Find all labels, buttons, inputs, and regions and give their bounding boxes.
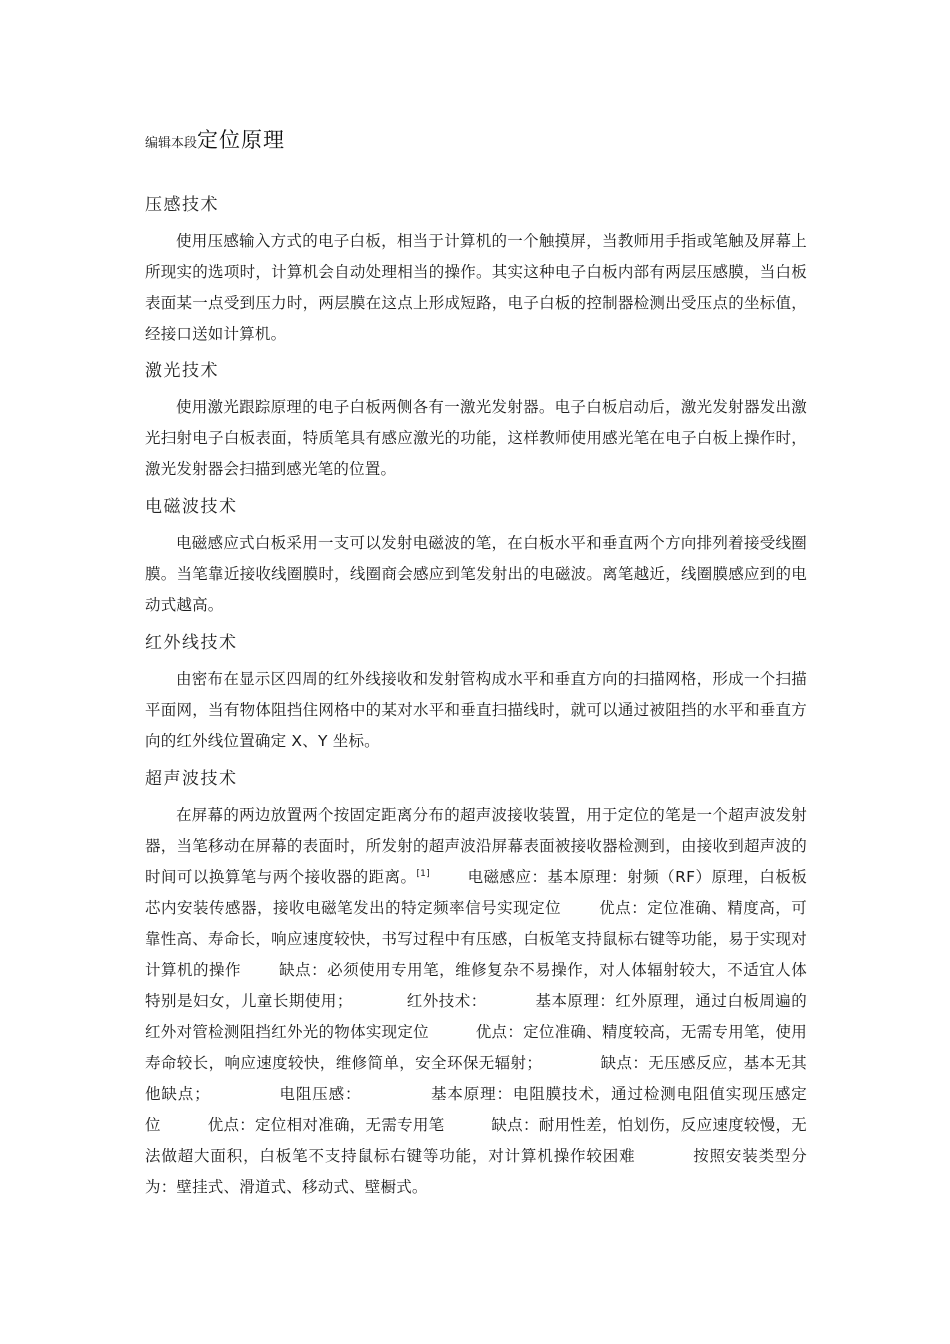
heading-ultrasonic: 超声波技术 xyxy=(145,769,238,789)
paragraph-laser: 使用激光跟踪原理的电子白板两侧各有一激光发射器。电子白板启动后，激光发射器发出激光扫射电子白板表面，特质笔具有感应激光的功能，这样教师使用感光笔在电子白板上操作时，激光发射器会扫描到感光笔的位置。 xyxy=(145,398,807,478)
heading-laser: 激光技术 xyxy=(145,361,219,381)
heading-electromagnetic: 电磁波技术 xyxy=(145,497,238,517)
section-title-line xyxy=(145,124,285,154)
page-title: 定位原理 xyxy=(197,128,286,152)
citation-link[interactable]: [1] xyxy=(416,868,430,879)
ultrasonic-text: 在屏幕的两边放置两个按固定距离分布的超声波接收装置，用于定位的笔是一个超声波发射器，当笔移动在屏幕的表面时，所发射的超声波沿屏幕表面被接收器检测到，由接收到超声波的时间可以换算笔与两个接收器的距离。 xyxy=(145,806,807,886)
heading-infrared: 红外线技术 xyxy=(145,633,238,653)
paragraph-electromagnetic: 电磁感应式白板采用一支可以发射电磁波的笔，在白板水平和垂直两个方向排列着接受线圈膜。当笔靠近接收线圈膜时，线圈商会感应到笔发射出的电磁波。离笔越近，线圈膜感应到的电动式越高。 xyxy=(145,534,807,614)
paragraph-ultrasonic xyxy=(145,800,807,1203)
paragraph-pressure-sensing: 使用压感输入方式的电子白板，相当于计算机的一个触摸屏，当教师用手指或笔触及屏幕上所现实的选项时，计算机会自动处理相当的操作。其实这种电子白板内部有两层压感膜，当白板表面某一点受到压力时，两层膜在这点上形成短路，电子白板的控制器检测出受压点的坐标值，经接口送如计算机。 xyxy=(145,232,807,343)
heading-pressure-sensing: 压感技术 xyxy=(145,195,219,215)
ultrasonic-continued-text: 电磁感应：基本原理：射频（RF）原理，白板板芯内安装传感器，接收电磁笔发出的特定频率信号实现定位 优点：定位准确、精度高，可靠性高、寿命长，响应速度较快，书写过程中有压感，白板笔支持鼠标右键等功能，易于实现对计算机的操作 缺点：必须使用专用笔，维修复杂不易操作，对人体辐射较大，不适宜人体特别是妇女，儿童长期使用； 红外技术： 基本原理：红外原理，通过白板周遍的红外对管检测阻挡红外光的物体实现定位 优点：定位准确、精度较高，无需专用笔，使用寿命较长，响应速度较快，维修简单，安全环保无辐射； 缺点：无压感反应，基本无其他缺点； 电阻压感： 基本原理：电阻膜技术，通过检测电阻值实现压感定位 优点：定位相对准确，无需专用笔 缺点：耐用性差，怕划伤，反应速度较慢，无法做超大面积，白板笔不支持鼠标右键等功能，对计算机操作较困难 按照安装类型分为：壁挂式、滑道式、移动式、壁橱式。 xyxy=(145,868,807,1196)
edit-section-link[interactable]: 编辑本段 xyxy=(145,136,198,151)
paragraph-infrared: 由密布在显示区四周的红外线接收和发射管构成水平和垂直方向的扫描网格，形成一个扫描平面网，当有物体阻挡住网格中的某对水平和垂直扫描线时，就可以通过被阻挡的水平和垂直方向的红外线位置确定 X、Y 坐标。 xyxy=(145,670,807,750)
